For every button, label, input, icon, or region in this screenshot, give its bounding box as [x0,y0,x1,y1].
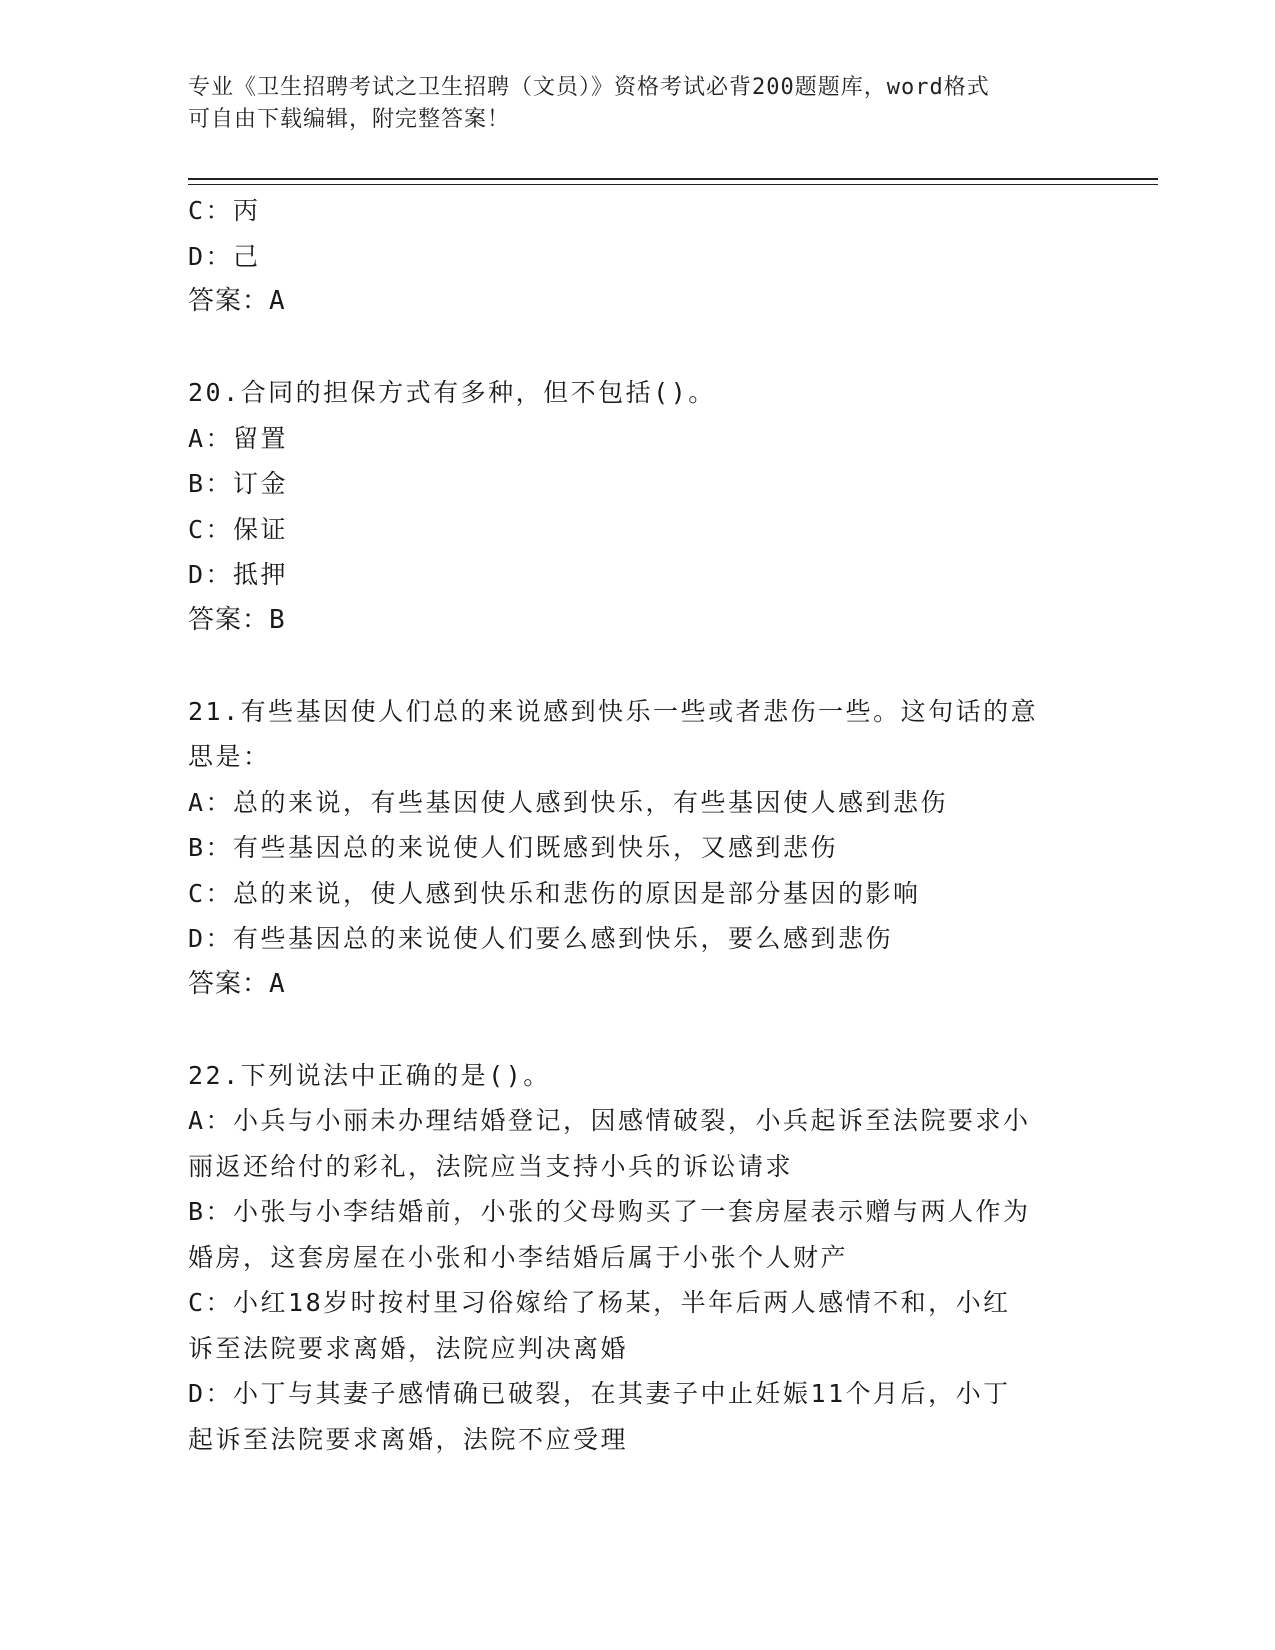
question-stem: 22.下列说法中正确的是()。 [188,1060,551,1090]
option-b: B：订金 [188,469,289,498]
question-stem-line-1: 21.有些基因使人们总的来说感到快乐一些或者悲伤一些。这句话的意 [188,696,1039,726]
option-a: A：留置 [188,423,289,453]
option-c-line-1: C：小红18岁时按村里习俗嫁给了杨某，半年后两人感情不和，小红 [188,1288,1011,1317]
option-b-line-1: B：小张与小李结婚前，小张的父母购买了一套房屋表示赠与两人作为 [188,1197,1031,1226]
spacer [188,325,1088,371]
document-header [188,72,1088,136]
answer-line: 答案：B [188,604,286,635]
header-rule-thin [188,184,1158,185]
question-20 [188,370,1088,643]
option-b-line-2: 婚房，这套房屋在小张和小李结婚后属于小张个人财产 [188,1242,849,1272]
option-c: C：丙 [188,196,261,225]
answer-line: 答案：A [188,286,286,316]
header-title-line-2: 可自由下载编辑，附完整答案！ [188,107,511,132]
option-a-line-2: 丽返还给付的彩礼，法院应当支持小兵的诉讼请求 [188,1151,794,1181]
option-d: D：有些基因总的来说使人们要么感到快乐，要么感到悲伤 [188,924,894,953]
spacer [188,643,1088,689]
question-19-tail [188,188,1088,325]
spacer [188,1007,1088,1053]
header-rule-thick [188,178,1158,180]
option-d: D：抵押 [188,560,289,589]
option-d-line-1: D：小丁与其妻子感情确已破裂，在其妻子中止妊娠11个月后，小丁 [188,1379,1011,1408]
option-c-line-2: 诉至法院要求离婚，法院应判决离婚 [188,1333,629,1363]
header-title-line-1: 专业《卫生招聘考试之卫生招聘（文员）》资格考试必背200题题库，word格式 [188,75,990,100]
question-stem: 20.合同的担保方式有多种，但不包括()。 [188,378,716,407]
question-22 [188,1053,1088,1463]
option-d: D：己 [188,241,261,271]
option-c: C：保证 [188,514,289,544]
option-a: A：总的来说，有些基因使人感到快乐，有些基因使人感到悲伤 [188,787,949,817]
question-21 [188,689,1088,1008]
option-d-line-2: 起诉至法院要求离婚，法院不应受理 [188,1424,629,1454]
answer-line: 答案：A [188,968,286,999]
option-a-line-1: A：小兵与小丽未办理结婚登记，因感情破裂，小兵起诉至法院要求小 [188,1106,1031,1135]
option-c: C：总的来说，使人感到快乐和悲伤的原因是部分基因的影响 [188,878,921,908]
question-list [188,188,1088,1462]
question-stem-line-2: 思是： [188,742,271,771]
option-b: B：有些基因总的来说使人们既感到快乐，又感到悲伤 [188,833,839,862]
